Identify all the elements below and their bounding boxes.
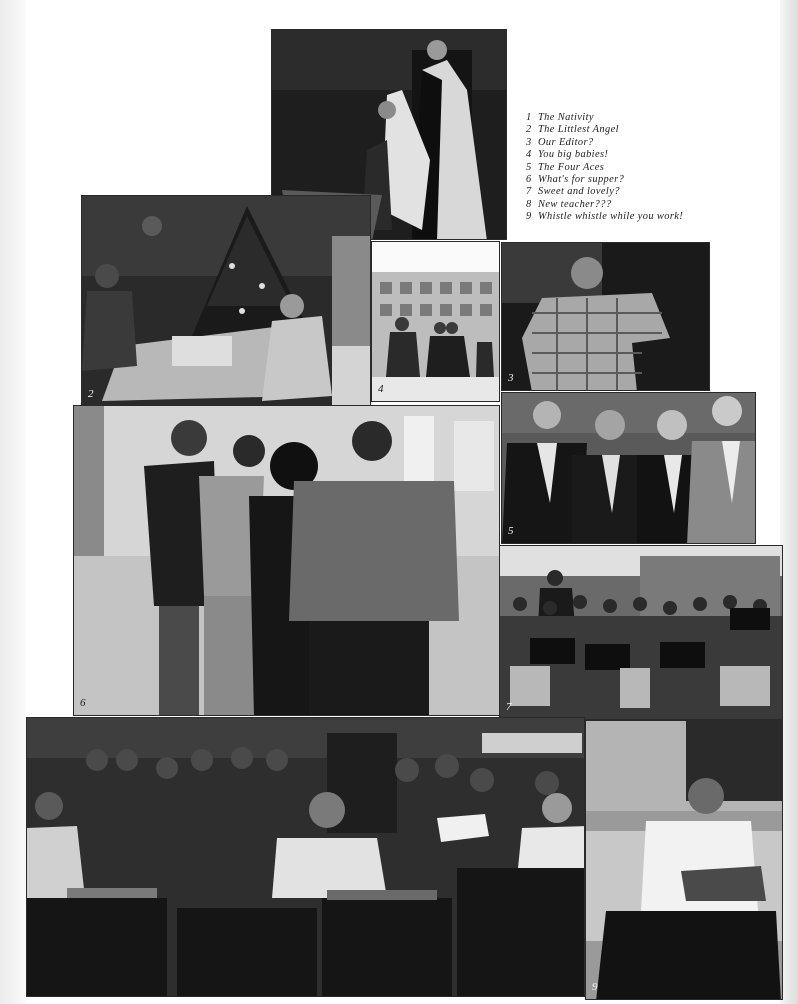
photo-number-label: 7 — [506, 701, 512, 713]
whistle-boy-illustration — [586, 721, 783, 1000]
photo-band — [499, 545, 783, 720]
photo-hallway-group — [73, 405, 500, 716]
photo-four-aces — [501, 392, 756, 544]
caption-item: 7 Sweet and lovely? — [526, 186, 620, 198]
photo-editor-plaid — [501, 242, 710, 391]
caption-item: 5 The Four Aces — [526, 161, 605, 173]
photo-number-label: 9 — [592, 981, 598, 993]
caption-item: 3 Our Editor? — [526, 136, 594, 148]
photo-christmas-tree — [81, 195, 371, 407]
caption-item: 9 Whistle whistle while you work! — [526, 211, 684, 223]
four-aces-illustration — [502, 393, 756, 544]
photo-classroom — [26, 717, 585, 997]
caption-item: 6 What's for supper? — [526, 174, 625, 186]
hallway-group-illustration — [74, 406, 500, 716]
caption-item: 4 You big babies! — [526, 149, 609, 161]
caption-item: 2 The Littlest Angel — [526, 124, 619, 136]
photo-number-label: 3 — [508, 372, 514, 384]
caption-list — [526, 112, 683, 224]
christmas-tree-illustration — [82, 196, 371, 407]
classroom-illustration — [27, 718, 585, 997]
photo-number-label: 5 — [508, 525, 514, 537]
page-edge-left — [0, 0, 26, 1004]
caption-item: 1 The Nativity — [526, 112, 594, 123]
snow-building-illustration — [372, 242, 500, 402]
caption-item: 8 New teacher??? — [526, 198, 612, 210]
editor-plaid-illustration — [502, 243, 710, 391]
photo-number-label: 4 — [378, 383, 384, 395]
photo-snow-building — [371, 241, 500, 402]
photo-whistle-boy — [585, 720, 783, 1000]
band-illustration — [500, 546, 783, 720]
photo-number-label: 6 — [80, 697, 86, 709]
photo-number-label: 2 — [88, 388, 94, 400]
